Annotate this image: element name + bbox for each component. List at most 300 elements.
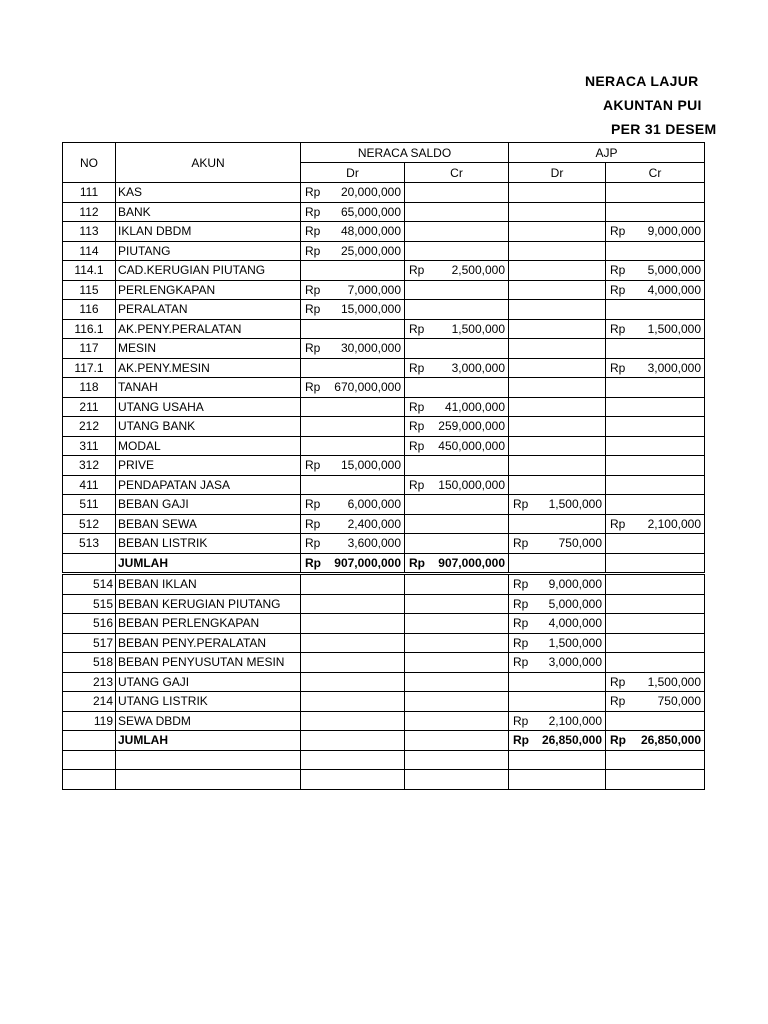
amount-value: 15,000,000 (340, 302, 401, 317)
amount-cell-ns-dr (301, 614, 405, 634)
table-row (63, 594, 705, 614)
amount-cell-ajp-cr (606, 456, 705, 476)
amount-cell-ns-dr (301, 241, 405, 261)
account-name (116, 770, 301, 790)
amount-value: 750,000 (558, 536, 602, 551)
account-name: UTANG LISTRIK (116, 692, 301, 712)
amount-value: 2,500,000 (451, 263, 505, 278)
table-row (63, 436, 705, 456)
table-row (63, 750, 705, 770)
amount-cell-ns-dr (301, 183, 405, 203)
currency-label: Rp (513, 733, 529, 748)
account-name: MESIN (116, 339, 301, 359)
amount-cell-ajp-dr (509, 633, 606, 653)
account-number: 516 (63, 614, 116, 634)
header-akun: AKUN (116, 143, 301, 183)
currency-label: Rp (409, 438, 425, 453)
currency-label: Rp (305, 555, 321, 570)
table-row (63, 300, 705, 320)
amount-cell-ns-cr (405, 750, 509, 770)
amount-cell-ajp-cr (606, 574, 705, 595)
amount-cell-ns-cr (405, 280, 509, 300)
amount-cell-ns-dr (301, 574, 405, 595)
currency-label: Rp (610, 733, 626, 748)
account-number (63, 731, 116, 751)
amount-value: 670,000,000 (334, 380, 401, 395)
account-number: 211 (63, 397, 116, 417)
amount-cell-ns-cr (405, 241, 509, 261)
header-ns-cr: Cr (405, 163, 509, 183)
account-name: SEWA DBDM (116, 711, 301, 731)
currency-label: Rp (610, 360, 626, 375)
amount-cell-ajp-dr (509, 397, 606, 417)
amount-cell-ns-cr (405, 614, 509, 634)
amount-cell-ns-cr (405, 475, 509, 495)
header-neraca-saldo: NERACA SALDO (301, 143, 509, 163)
account-name: UTANG USAHA (116, 397, 301, 417)
account-number: 213 (63, 672, 116, 692)
account-number: 112 (63, 202, 116, 222)
amount-cell-ns-cr (405, 436, 509, 456)
amount-cell-ajp-dr (509, 300, 606, 320)
amount-value: 1,500,000 (647, 321, 701, 336)
amount-value: 5,000,000 (548, 596, 602, 611)
amount-cell-ns-cr (405, 417, 509, 437)
amount-value: 9,000,000 (647, 224, 701, 239)
amount-value: 30,000,000 (340, 341, 401, 356)
amount-value: 1,500,000 (451, 321, 505, 336)
currency-label: Rp (305, 282, 321, 297)
amount-cell-ajp-cr (606, 436, 705, 456)
account-name: PERLENGKAPAN (116, 280, 301, 300)
account-number: 111 (63, 183, 116, 203)
amount-cell-ajp-cr (606, 475, 705, 495)
amount-value: 907,000,000 (438, 555, 505, 570)
table-row (63, 770, 705, 790)
account-name: BEBAN KERUGIAN PIUTANG (116, 594, 301, 614)
amount-cell-ajp-dr (509, 534, 606, 554)
table-row (63, 475, 705, 495)
amount-value: 3,000,000 (451, 360, 505, 375)
amount-cell-ajp-dr (509, 770, 606, 790)
account-number: 118 (63, 378, 116, 398)
amount-cell-ns-dr (301, 222, 405, 242)
amount-cell-ns-dr (301, 553, 405, 574)
account-name: BEBAN PENY.PERALATAN (116, 633, 301, 653)
account-name: UTANG BANK (116, 417, 301, 437)
amount-cell-ajp-dr (509, 436, 606, 456)
table-row (63, 574, 705, 595)
account-number: 116 (63, 300, 116, 320)
amount-cell-ns-dr (301, 300, 405, 320)
currency-label: Rp (305, 536, 321, 551)
amount-cell-ajp-cr (606, 614, 705, 634)
amount-cell-ajp-dr (509, 378, 606, 398)
currency-label: Rp (305, 204, 321, 219)
account-number: 514 (63, 574, 116, 595)
amount-cell-ajp-cr (606, 417, 705, 437)
account-name: BEBAN SEWA (116, 514, 301, 534)
amount-value: 26,850,000 (541, 733, 602, 748)
amount-value: 2,100,000 (647, 516, 701, 531)
amount-cell-ns-dr (301, 770, 405, 790)
amount-value: 65,000,000 (340, 204, 401, 219)
amount-value: 6,000,000 (347, 497, 401, 512)
amount-cell-ns-cr (405, 633, 509, 653)
account-name: TANAH (116, 378, 301, 398)
amount-cell-ns-dr (301, 417, 405, 437)
account-name: IKLAN DBDM (116, 222, 301, 242)
amount-cell-ns-dr (301, 397, 405, 417)
account-number: 115 (63, 280, 116, 300)
account-number: 212 (63, 417, 116, 437)
account-number: 119 (63, 711, 116, 731)
amount-cell-ajp-dr (509, 495, 606, 515)
amount-value: 15,000,000 (340, 458, 401, 473)
table-row (63, 183, 705, 203)
account-number: 114 (63, 241, 116, 261)
currency-label: Rp (610, 694, 626, 709)
amount-cell-ajp-cr (606, 183, 705, 203)
amount-cell-ns-cr (405, 456, 509, 476)
amount-cell-ns-cr (405, 553, 509, 574)
currency-label: Rp (409, 477, 425, 492)
amount-value: 1,500,000 (548, 635, 602, 650)
amount-cell-ajp-cr (606, 495, 705, 515)
currency-label: Rp (409, 263, 425, 278)
amount-cell-ajp-cr (606, 280, 705, 300)
account-number: 512 (63, 514, 116, 534)
amount-cell-ajp-dr (509, 222, 606, 242)
amount-cell-ns-cr (405, 261, 509, 281)
amount-cell-ajp-dr (509, 750, 606, 770)
amount-value: 7,000,000 (347, 282, 401, 297)
amount-value: 3,000,000 (548, 655, 602, 670)
account-number: 114.1 (63, 261, 116, 281)
account-name: PENDAPATAN JASA (116, 475, 301, 495)
amount-cell-ajp-cr (606, 553, 705, 574)
currency-label: Rp (610, 674, 626, 689)
amount-cell-ns-cr (405, 692, 509, 712)
account-name: JUMLAH (116, 731, 301, 751)
amount-cell-ajp-cr (606, 202, 705, 222)
account-name: AK.PENY.PERALATAN (116, 319, 301, 339)
currency-label: Rp (305, 224, 321, 239)
amount-cell-ajp-cr (606, 261, 705, 281)
amount-cell-ns-cr (405, 514, 509, 534)
amount-cell-ns-dr (301, 358, 405, 378)
table-row (63, 261, 705, 281)
amount-value: 450,000,000 (438, 438, 505, 453)
amount-cell-ajp-dr (509, 183, 606, 203)
amount-cell-ajp-dr (509, 475, 606, 495)
currency-label: Rp (305, 341, 321, 356)
amount-value: 48,000,000 (340, 224, 401, 239)
amount-cell-ns-dr (301, 711, 405, 731)
amount-cell-ajp-dr (509, 339, 606, 359)
amount-cell-ajp-cr (606, 397, 705, 417)
amount-value: 2,400,000 (347, 516, 401, 531)
account-name: BEBAN PENYUSUTAN MESIN (116, 653, 301, 673)
amount-cell-ns-cr (405, 731, 509, 751)
amount-cell-ns-cr (405, 222, 509, 242)
amount-cell-ajp-dr (509, 241, 606, 261)
amount-cell-ns-cr (405, 397, 509, 417)
amount-cell-ns-dr (301, 436, 405, 456)
amount-value: 750,000 (657, 694, 701, 709)
currency-label: Rp (305, 185, 321, 200)
amount-cell-ns-cr (405, 534, 509, 554)
table-row (63, 397, 705, 417)
account-name: PERALATAN (116, 300, 301, 320)
table-row (63, 241, 705, 261)
account-number: 511 (63, 495, 116, 515)
amount-cell-ajp-dr (509, 711, 606, 731)
table-row (63, 672, 705, 692)
account-name: BEBAN PERLENGKAPAN (116, 614, 301, 634)
amount-value: 20,000,000 (340, 185, 401, 200)
amount-cell-ajp-cr (606, 378, 705, 398)
header-no: NO (63, 143, 116, 183)
amount-value: 5,000,000 (647, 263, 701, 278)
amount-cell-ajp-cr (606, 672, 705, 692)
account-number: 311 (63, 436, 116, 456)
amount-cell-ajp-dr (509, 358, 606, 378)
currency-label: Rp (513, 536, 529, 551)
account-number: 214 (63, 692, 116, 712)
currency-label: Rp (513, 616, 529, 631)
amount-cell-ns-dr (301, 495, 405, 515)
account-number: 411 (63, 475, 116, 495)
currency-label: Rp (409, 399, 425, 414)
account-number (63, 770, 116, 790)
amount-cell-ajp-cr (606, 770, 705, 790)
account-number: 117.1 (63, 358, 116, 378)
account-number (63, 750, 116, 770)
currency-label: Rp (610, 224, 626, 239)
currency-label: Rp (513, 655, 529, 670)
amount-cell-ns-dr (301, 672, 405, 692)
account-name: BEBAN GAJI (116, 495, 301, 515)
amount-cell-ns-cr (405, 300, 509, 320)
account-number: 117 (63, 339, 116, 359)
account-number: 517 (63, 633, 116, 653)
currency-label: Rp (305, 516, 321, 531)
amount-cell-ajp-dr (509, 574, 606, 595)
amount-cell-ns-cr (405, 183, 509, 203)
account-name: AK.PENY.MESIN (116, 358, 301, 378)
amount-value: 3,000,000 (647, 360, 701, 375)
amount-cell-ns-cr (405, 339, 509, 359)
amount-cell-ns-dr (301, 731, 405, 751)
amount-cell-ajp-cr (606, 711, 705, 731)
amount-cell-ajp-dr (509, 456, 606, 476)
amount-cell-ajp-cr (606, 692, 705, 712)
header-ns-dr: Dr (301, 163, 405, 183)
currency-label: Rp (513, 713, 529, 728)
amount-cell-ajp-cr (606, 594, 705, 614)
amount-cell-ajp-dr (509, 514, 606, 534)
amount-value: 41,000,000 (444, 399, 505, 414)
amount-cell-ajp-dr (509, 261, 606, 281)
account-name: PIUTANG (116, 241, 301, 261)
currency-label: Rp (610, 263, 626, 278)
header-ajp: AJP (509, 143, 705, 163)
currency-label: Rp (513, 497, 529, 512)
amount-value: 1,500,000 (647, 674, 701, 689)
currency-label: Rp (305, 243, 321, 258)
table-row (63, 692, 705, 712)
amount-cell-ns-dr (301, 692, 405, 712)
amount-cell-ns-dr (301, 319, 405, 339)
amount-cell-ajp-cr (606, 514, 705, 534)
amount-cell-ns-cr (405, 319, 509, 339)
amount-cell-ajp-dr (509, 653, 606, 673)
table-row (63, 614, 705, 634)
amount-cell-ajp-dr (509, 594, 606, 614)
amount-cell-ajp-cr (606, 750, 705, 770)
sheet-subtitle: AKUNTAN PUI (603, 97, 702, 113)
account-name: KAS (116, 183, 301, 203)
amount-cell-ns-dr (301, 594, 405, 614)
currency-label: Rp (305, 380, 321, 395)
currency-label: Rp (409, 360, 425, 375)
header-ajp-dr: Dr (509, 163, 606, 183)
amount-cell-ns-cr (405, 711, 509, 731)
table-row (63, 358, 705, 378)
amount-value: 9,000,000 (548, 577, 602, 592)
table-row (63, 378, 705, 398)
amount-cell-ajp-cr (606, 339, 705, 359)
amount-cell-ns-dr (301, 653, 405, 673)
amount-cell-ajp-cr (606, 222, 705, 242)
amount-cell-ajp-dr (509, 731, 606, 751)
currency-label: Rp (513, 635, 529, 650)
table-row (63, 339, 705, 359)
amount-value: 4,000,000 (647, 282, 701, 297)
account-name: BEBAN IKLAN (116, 574, 301, 595)
currency-label: Rp (409, 555, 425, 570)
currency-label: Rp (409, 419, 425, 434)
amount-cell-ajp-cr (606, 241, 705, 261)
amount-cell-ajp-cr (606, 534, 705, 554)
account-name: BANK (116, 202, 301, 222)
account-name: BEBAN LISTRIK (116, 534, 301, 554)
header-ajp-cr: Cr (606, 163, 705, 183)
table-row (63, 202, 705, 222)
table-row (63, 456, 705, 476)
amount-value: 1,500,000 (548, 497, 602, 512)
amount-cell-ajp-cr (606, 319, 705, 339)
currency-label: Rp (610, 321, 626, 336)
table-row (63, 319, 705, 339)
amount-cell-ns-cr (405, 770, 509, 790)
sheet-period: PER 31 DESEM (611, 121, 717, 137)
account-name: UTANG GAJI (116, 672, 301, 692)
amount-value: 3,600,000 (347, 536, 401, 551)
account-number (63, 553, 116, 574)
amount-cell-ns-dr (301, 750, 405, 770)
amount-value: 150,000,000 (438, 477, 505, 492)
amount-value: 4,000,000 (548, 616, 602, 631)
amount-cell-ajp-cr (606, 731, 705, 751)
amount-cell-ajp-cr (606, 358, 705, 378)
table-row (63, 553, 705, 574)
account-name (116, 750, 301, 770)
amount-cell-ns-cr (405, 495, 509, 515)
currency-label: Rp (610, 282, 626, 297)
amount-cell-ajp-dr (509, 319, 606, 339)
amount-cell-ns-dr (301, 475, 405, 495)
amount-cell-ns-dr (301, 280, 405, 300)
account-name: PRIVE (116, 456, 301, 476)
amount-cell-ns-dr (301, 339, 405, 359)
amount-cell-ajp-dr (509, 202, 606, 222)
table-row (63, 534, 705, 554)
table-row (63, 417, 705, 437)
amount-cell-ns-cr (405, 378, 509, 398)
amount-cell-ajp-cr (606, 653, 705, 673)
amount-cell-ajp-dr (509, 553, 606, 574)
table-row (63, 495, 705, 515)
table-row (63, 280, 705, 300)
table-row (63, 653, 705, 673)
amount-cell-ns-cr (405, 594, 509, 614)
amount-value: 907,000,000 (334, 555, 401, 570)
account-number: 312 (63, 456, 116, 476)
amount-cell-ns-cr (405, 574, 509, 595)
account-name: MODAL (116, 436, 301, 456)
currency-label: Rp (513, 577, 529, 592)
amount-value: 2,100,000 (548, 713, 602, 728)
currency-label: Rp (409, 321, 425, 336)
currency-label: Rp (305, 458, 321, 473)
amount-cell-ns-dr (301, 633, 405, 653)
amount-cell-ns-cr (405, 672, 509, 692)
account-number: 518 (63, 653, 116, 673)
amount-cell-ajp-dr (509, 692, 606, 712)
currency-label: Rp (513, 596, 529, 611)
amount-cell-ns-dr (301, 514, 405, 534)
account-number: 513 (63, 534, 116, 554)
amount-cell-ns-cr (405, 358, 509, 378)
currency-label: Rp (305, 302, 321, 317)
amount-value: 26,850,000 (640, 733, 701, 748)
account-name: CAD.KERUGIAN PIUTANG (116, 261, 301, 281)
account-number: 113 (63, 222, 116, 242)
account-number: 515 (63, 594, 116, 614)
table-row (63, 633, 705, 653)
amount-cell-ns-dr (301, 261, 405, 281)
amount-cell-ns-cr (405, 653, 509, 673)
amount-cell-ajp-cr (606, 633, 705, 653)
amount-cell-ajp-dr (509, 614, 606, 634)
amount-cell-ns-dr (301, 456, 405, 476)
sheet-title: NERACA LAJUR (585, 73, 699, 89)
table-row (63, 222, 705, 242)
amount-cell-ajp-cr (606, 300, 705, 320)
table-row (63, 731, 705, 751)
amount-cell-ajp-dr (509, 417, 606, 437)
amount-cell-ajp-dr (509, 280, 606, 300)
amount-value: 259,000,000 (438, 419, 505, 434)
currency-label: Rp (610, 516, 626, 531)
currency-label: Rp (305, 497, 321, 512)
table-row (63, 711, 705, 731)
amount-cell-ns-dr (301, 378, 405, 398)
amount-cell-ns-dr (301, 202, 405, 222)
amount-value: 25,000,000 (340, 243, 401, 258)
